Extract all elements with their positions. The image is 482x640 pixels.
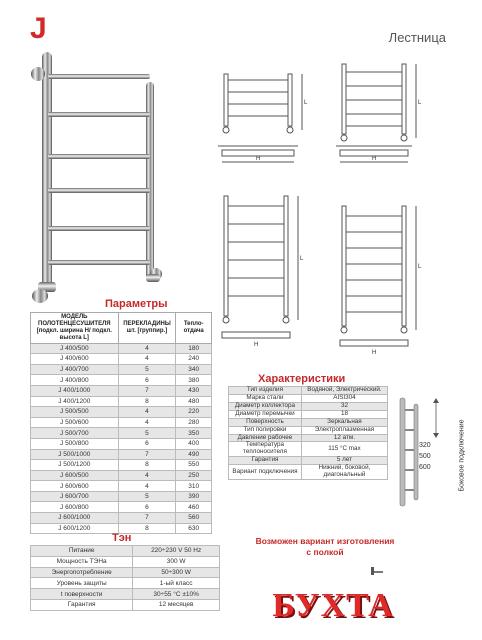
rungs-cell: 4 <box>118 417 176 428</box>
possible-variant-line2: с полкой <box>306 547 344 558</box>
drawing-width-label: H <box>372 350 377 356</box>
char-name-cell: Поверхность <box>229 418 302 426</box>
char-name-cell: Марка стали <box>229 394 302 402</box>
page-title: Лестница <box>388 30 446 45</box>
char-name-cell: Температура теплоносителя <box>229 442 302 457</box>
possible-variant-line1: Возможен вариант изготовления <box>255 536 395 546</box>
char-name-cell: Диаметр коллектора <box>229 402 302 410</box>
params-col-model: МОДЕЛЬ ПОЛОТЕНЦЕСУШИТЕЛЯ [подкл. ширина H/ подкл. высота L] <box>31 313 119 344</box>
char-name-cell: Гарантия <box>229 457 302 465</box>
table-row <box>31 481 212 492</box>
dimension-arrow <box>432 398 440 438</box>
heat-output-cell: 460 <box>176 502 212 513</box>
table-row <box>31 567 220 578</box>
ten-table <box>30 545 220 611</box>
chars-title: Характеристики <box>258 373 346 385</box>
table-row <box>31 449 212 460</box>
params-col-rungs: ПЕРЕКЛАДИНЫ шт. [группир.] <box>118 313 176 344</box>
heat-output-cell: 560 <box>176 513 212 524</box>
ten-name-cell: t поверхности <box>31 589 133 600</box>
params-title: Параметры <box>105 298 168 310</box>
heat-output-cell: 350 <box>176 428 212 439</box>
table-row <box>31 491 212 502</box>
table-row <box>229 418 388 426</box>
char-value-cell: Электроплазменная <box>301 426 387 434</box>
rungs-cell: 7 <box>118 513 176 524</box>
char-name-cell: Диаметр перемычки <box>229 410 302 418</box>
char-name-cell: Тип изделия <box>229 387 302 395</box>
rungs-cell: 4 <box>118 470 176 481</box>
ten-value-cell: 300 W <box>133 556 220 567</box>
product-photo <box>28 46 168 308</box>
rungs-cell: 5 <box>118 491 176 502</box>
char-value-cell: 32 <box>301 402 387 410</box>
rungs-cell: 6 <box>118 438 176 449</box>
table-row <box>31 417 212 428</box>
ten-value-cell: 1-ый класс <box>133 578 220 589</box>
drawing-height-label: L <box>418 100 422 106</box>
ten-name-cell: Гарантия <box>31 599 133 610</box>
table-row <box>31 385 212 396</box>
shelf-icon <box>370 566 384 576</box>
model-cell: J 500/1200 <box>31 460 119 471</box>
table-row <box>31 546 220 557</box>
heat-output-cell: 390 <box>176 491 212 502</box>
table-row <box>31 470 212 481</box>
drawing-width-label: H <box>372 156 377 162</box>
table-row <box>31 364 212 375</box>
table-row <box>229 410 388 418</box>
rungs-cell: 6 <box>118 502 176 513</box>
heat-output-cell: 340 <box>176 364 212 375</box>
table-row <box>31 438 212 449</box>
table-row <box>31 354 212 365</box>
model-cell: J 400/1200 <box>31 396 119 407</box>
drawing-height-label: L <box>418 264 422 270</box>
heat-output-cell: 310 <box>176 481 212 492</box>
rungs-cell: 8 <box>118 396 176 407</box>
char-value-cell: AISI304 <box>301 394 387 402</box>
model-cell: J 400/800 <box>31 375 119 386</box>
params-col-heat: Тепло- отдача <box>176 313 212 344</box>
heat-output-cell: 380 <box>176 375 212 386</box>
model-cell: J 500/500 <box>31 407 119 418</box>
table-row <box>31 428 212 439</box>
heat-output-cell: 250 <box>176 470 212 481</box>
char-name-cell: Давление рабочее <box>229 434 302 442</box>
char-value-cell: 115 °C max <box>301 442 387 457</box>
heat-output-cell: 490 <box>176 449 212 460</box>
drawing-width-label: H <box>256 156 261 162</box>
char-value-cell: 5 лет <box>301 457 387 465</box>
char-name-cell: Тип полировки <box>229 426 302 434</box>
table-row <box>31 513 212 524</box>
model-cell: J 400/500 <box>31 343 119 354</box>
rungs-cell: 7 <box>118 385 176 396</box>
brand-logo <box>258 584 408 628</box>
side-dim: 500 <box>419 453 431 460</box>
heat-output-cell: 630 <box>176 523 212 534</box>
rungs-cell: 8 <box>118 523 176 534</box>
model-cell: J 600/1200 <box>31 523 119 534</box>
ten-name-cell: Энергопотребление <box>31 567 133 578</box>
side-dim: 320 <box>419 442 431 449</box>
ten-name-cell: Мощность ТЭНа <box>31 556 133 567</box>
model-cell: J 500/1000 <box>31 449 119 460</box>
model-cell: J 600/500 <box>31 470 119 481</box>
drawing-width-label: H <box>254 342 259 348</box>
drawing-height-label: L <box>300 256 304 262</box>
table-row <box>31 502 212 513</box>
side-connection-label-box <box>454 398 466 518</box>
rungs-cell: 4 <box>118 407 176 418</box>
rungs-cell: 4 <box>118 343 176 354</box>
table-row <box>229 426 388 434</box>
ten-name-cell: Питание <box>31 546 133 557</box>
model-cell: J 400/700 <box>31 364 119 375</box>
table-row <box>31 343 212 354</box>
model-cell: J 500/600 <box>31 417 119 428</box>
heat-output-cell: 220 <box>176 407 212 418</box>
model-cell: J 500/800 <box>31 438 119 449</box>
heat-output-cell: 240 <box>176 354 212 365</box>
heat-output-cell: 180 <box>176 343 212 354</box>
rungs-cell: 8 <box>118 460 176 471</box>
heat-output-cell: 480 <box>176 396 212 407</box>
char-value-cell: 18 <box>301 410 387 418</box>
rungs-cell: 5 <box>118 428 176 439</box>
char-value-cell: Водяной, Электрический. <box>301 387 387 395</box>
table-row <box>31 589 220 600</box>
ten-name-cell: Уровень защиты <box>31 578 133 589</box>
table-row <box>31 556 220 567</box>
rungs-cell: 4 <box>118 481 176 492</box>
rungs-cell: 5 <box>118 364 176 375</box>
table-row <box>229 442 388 457</box>
model-cell: J 600/1000 <box>31 513 119 524</box>
model-cell: J 400/600 <box>31 354 119 365</box>
chars-table <box>228 386 388 480</box>
ten-value-cell: 30÷55 °C ±10% <box>133 589 220 600</box>
table-row <box>31 460 212 471</box>
table-row <box>31 407 212 418</box>
table-row <box>31 578 220 589</box>
heat-output-cell: 400 <box>176 438 212 449</box>
heat-output-cell: 430 <box>176 385 212 396</box>
model-cell: J 600/700 <box>31 491 119 502</box>
side-dims <box>419 440 431 473</box>
rungs-cell: 4 <box>118 354 176 365</box>
drawing-height-label: L <box>304 100 308 106</box>
ten-value-cell: 12 месяцев <box>133 599 220 610</box>
rungs-cell: 6 <box>118 375 176 386</box>
model-cell: J 600/600 <box>31 481 119 492</box>
char-name-cell: Вариант подключения <box>229 465 302 480</box>
table-row <box>31 396 212 407</box>
ten-value-cell: 220÷230 V 50 Hz <box>133 546 220 557</box>
char-value-cell: Зеркальная <box>301 418 387 426</box>
ten-title: Тэн <box>112 532 132 544</box>
char-value-cell: 12 атм. <box>301 434 387 442</box>
series-logo: J <box>30 12 47 45</box>
table-row <box>31 599 220 610</box>
model-cell: J 400/1000 <box>31 385 119 396</box>
technical-drawings <box>210 56 450 356</box>
params-table <box>30 312 212 534</box>
brand-logo-text: БУХТА <box>272 587 394 624</box>
table-row <box>229 465 388 480</box>
model-cell: J 500/700 <box>31 428 119 439</box>
side-dim: 600 <box>419 464 431 471</box>
ten-value-cell: 50÷300 W <box>133 567 220 578</box>
table-row <box>31 375 212 386</box>
model-cell: J 600/800 <box>31 502 119 513</box>
rungs-cell: 7 <box>118 449 176 460</box>
heat-output-cell: 550 <box>176 460 212 471</box>
char-value-cell: Нижний, боковой, диагональный <box>301 465 387 480</box>
possible-variant-note <box>230 536 420 559</box>
heat-output-cell: 280 <box>176 417 212 428</box>
side-connection-label: Боковое подключение <box>458 419 466 492</box>
